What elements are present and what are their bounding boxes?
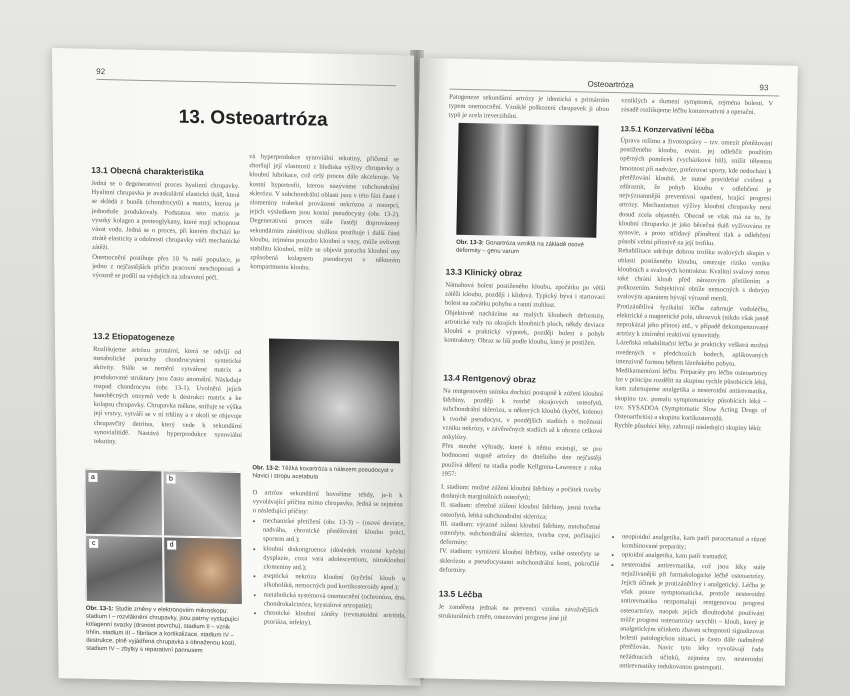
cause-item: • mechanické přetížení (obr. 13-3) – (osové deviace, nadváha, chronické přetěžování kloubu práci, sportem atd.); — [263, 516, 405, 547]
micrograph-panel-c — [85, 535, 164, 604]
right-page — [407, 58, 798, 686]
figure-13-2-caption — [252, 464, 402, 483]
figure-13-2-xray — [269, 339, 400, 464]
section-text-13-5: Je zaměřena jednak na prevenci vzniku závažnějších strukturálních změn, omezování progrese jiné již — [438, 603, 599, 623]
stage-item: II. stadium: zřetelné zúžení kloubní štěrbiny, jasná tvorba osteofytů, lehká subchondrální skleróza; — [440, 501, 601, 521]
kellgren-stages-list — [439, 483, 601, 586]
figure-13-3-caption-label: Obr. 13-3: — [456, 239, 484, 247]
chapter-title: 13. Osteoartróza — [178, 106, 328, 131]
stage-item: III. stadium: výrazné zúžení kloubní štěrbiny, mnohočetné osteofyty, subchondrální skleróza, tvorba cyst, počínající deformity; — [439, 520, 601, 547]
section-text-13-4: Na rentgenovém snímku dochází postupně k zúžení kloubní štěrbiny, později k tvorbě okrajových osteofytů, subchondrální sklerózu, u některých kloubů (kyčel, koleno) k tvorbě pseudocyst, v pozdějších stadiích s možností vzniku nekrózy, v závěrečných stadiích až k obrazu celkové ankylózy. Přes mnohé výhrady, které k němu existují, se pro hodnocení stupně artrózy do dnešního dne nejčastěji používá dělení na stadia podle Kellgrena-Lawrence z roku 1957: — [441, 387, 604, 478]
conservative-therapy-text: Úprava režimu a životosprávy – tzv. omezit přetěžování postiženého kloubu, event. jej odlehčit použitím opěrných pomůcek (vycházková hůl), snížit tělesnou hmotnost při nadváze, preferovat sporty, kde nedochází k přetěžování kloubů. Je nutné pravidelné cvičení a zdůraznit, že pohyb kloubu v odlehčení je nejvýznamnější preventivní opatření, hrající progresi artrózy. Mechanismus výživy kloubní chrupavky není dosud zcela objasněn. Obecně se však má za to, že kloubní chrupavka je jako běcečná tkáň vyživována ze synovie, a proto střídavý přimětení tlak a odlehčení působí velmi příznivě na její trofiku. Rehabilitace udržuje dobrou trofiku svalových skupin v oblasti postiženého kloubu, omezuje riziko vzniku kloubních a svalových kontraktur. Kvalitní svalový tonus také chrání kloub před nárazovým přetížením a poškozením. Subjektivní obtíže nemocných s dobrým svalovým aparátem bývají výrazně menší. Protizánětlivá fyzikální léčba zahrnuje vodoléčbu, elektrické a magnetické pole, ultrazvuk (nikdo však jasně neprokázal jeho přínos) atd., v případě dekompenzované artrózy k zmírnění reaktivní synovitidy. Lázeňská rehabilitační léčba je prakticky veškerá možná uvedených v předchozích bodech, aplikovaných intenzivně formou během lázeňského pobytu. Medikamentózní léčba. Preparáty pro léčbu osteoartrózy lze v principu rozdělit na skupinu rychle působících léků, kam zahrnujeme analgetika a nesteroidní antirevmatika, skupinu tzv. pomalu symptomaticky působících léků – tzv. SYSADOA (Symptomatic Slow Acting Drugs of Osteoarthritis) a skupinu kortikosteroidů. Rychle působící léky, zahrnují následující skupiny léků: — [614, 137, 773, 433]
panel-label-d: d — [167, 540, 176, 549]
column2-top-text: vzniklých a tlumení symptomů, zejména bolesti. V zásadě rozlišujeme léčbu konzervativní a operační. — [620, 97, 774, 117]
micrograph-panel-a — [84, 469, 163, 537]
figure-13-1-micrographs — [84, 469, 241, 604]
section-text-13-2: Rozlišujeme artrózu primární, která se odvíjí od metabolické poruchy chondrocytární syntetické aktivity. Stále se nemění vytvářené matrix a produkované struktury jsou často anomální. Následuje rozpad chondrocytu (obr. 13-1). Uvolnění jejich hanoběcných enzymů vede k destrukci matrix a ke kolapsu chrupavky. Chrupavka měkne, snižuje se výška její vrstvy, vytváří se v ní trhliny a v okolí se objevuje chrupavčitý detritus, který vede k sekundární synovialitidě. Nastává hyperprodukce synoviální tekutiny. — [93, 345, 243, 446]
drug-item: • neopioidní analgetika, kam patří paracetamol a různé kombinované preparáty; — [622, 532, 766, 553]
stage-item: IV. stadium: vymizení kloubní štěrbiny, velké osteofyty se sklerózou a pseudocystami subchondrální kosti, pokročilé deformity. — [439, 547, 600, 574]
figure-13-3-caption-text: Gonartróza vzniklá na základě osové deformity – genu varum — [455, 240, 584, 256]
section-heading-13-4: 13.4 Rentgenový obraz — [443, 372, 536, 385]
figure-13-2-caption-text: Těžká koxartróza s nálezem pseudocyst v hlavici i stropu acetabula — [252, 465, 394, 481]
figure-13-1-caption-text: Studie změny v elektronovém mikroskopu: stadium I – rozvláknění chrupavky, jsou patrny vystupující kolagenní svazky (drsnost povrchu), stadium II – vznik trhlin, stadium III – fibrilace a kortikalizace, stadium IV – destrukce, plně vyjádřená chrupavka s obnaženou kostí, stadium IV – zbytky s reparativní pannusem — [85, 606, 239, 655]
pathogenesis-text: Patogeneze sekundární artrózy je identická s primárním typem onemocnění. Vzniklé poškození chrupavek ji obou typů je zcela ireverzibilní. — [448, 93, 610, 121]
section-text-13-3: Námahová bolest postiženého kloubu, zpočátku po větší zátěži kloubu, později i klidová. Typický bývá i startovací bolest na začátku pohybu a ranní ztuhlost. Objektivně nacházíme na malých kloubech deformity, artrotické valy na okrajích kloubních ploch, někdy deviace kloubů a praktický výpotek, později bolest a pohyb kontraktury. Obraz se liší podle kloubu, který je postižen. — [444, 281, 606, 347]
column2-text: vá hyperprodukce synoviální tekutiny, přičemž se zhoršují její vlastnosti z hlediska výživy chrupavky a kloubní lubrikace, což celý proces dále akceleruje. Ve kostní hypertrofii, kterou nazýváme subchondrální sklerózu. V subchondrální oblasti jsou v této fázi časté i zlomeniny trabekul provázené nekrózou a resorpcí, jejich výsledkem jsou kostní pseudocysty (obr. 13-2). Degenerativní proces stále častěji doprovázený sekundárním zánětlivou složkou postihuje i další části kloubu, zejména pouzdro kloubní a vazy, může ovlivnit stabilitu kloubní, může se objevit porucha kloubní osy způsobená kolapsem pseudocyst v některém kompartmentu kloubu. — [249, 153, 401, 272]
drug-item: • nesteroidní antirevmatika, což jsou léky stále nejužívanější při farmakologické léčbě osteoartrózy. Jejich účinek je protizánětlivý i analgetický. Léčba je však pouze symptomatická, protože nesteroidní antirevmatika nezpomalují rentgenovou progresi osteoartrózy, naopak jejich dlouhodobé používání může progresi osteoartrózy urychlit – kloub, který je analgetickým účinkem zbaven schopnosti signalizovat bolestí patologickou situaci, je často dále nadměrně přetěžován. Navíc tyto léky vyvolávají řadu nežádoucích účinků, zejména tzv. nesteroidní antirevmatiky indukovanou gastropatii. — [619, 560, 765, 673]
drug-item: • opioidní analgetika, kam patří tramadol; — [622, 551, 766, 563]
section-text-13-1: Jedná se o degenerativní proces hyalinní chrupavky. Hyalinní chrupavka je avaskulární elastická tkáň, která se skládá z buněk (chondrocytů) a matrix, kterou je jednoduše produkovaly. Podstatou této matrix je vysoký kolagen a proteoglykany, které mají schopnost vázat vodu. Jedná se o proces, při kterém dochází ke ztrátě elasticity a odolnosti chrupavky vůči mechanické zátěži. Onemocnění postihuje přes 10 % naší populace, je jedno z nejčastějších příčin pracovní neschopnosti a výrazně se podílí na výdajích na zdravotní péči. — [91, 179, 241, 282]
figure-13-2-caption-label: Obr. 13-2: — [252, 465, 281, 472]
panel-label-c: c — [89, 539, 98, 548]
micrograph-panel-b — [162, 470, 241, 538]
running-head: Osteoartróza — [587, 79, 634, 90]
cause-item: • chronické kloubní záněty (revmatoidní artritida, psoriáza, infekty). — [264, 609, 406, 630]
cause-item: • aseptická nekróza kloubní (kyčelní kloub u alkoholiků, nemocných pod kortikosteroidy apod.); — [263, 572, 405, 593]
micrograph-panel-d — [163, 536, 242, 604]
left-page-number: 92 — [96, 66, 106, 77]
causes-list — [253, 516, 407, 679]
panel-label-a: a — [88, 473, 97, 482]
section-heading-13-2: 13.2 Etiopatogeneze — [92, 330, 175, 343]
section-heading-13-3: 13.3 Klinický obraz — [445, 266, 523, 279]
figure-13-1-caption-label: Obr. 13-1: — [85, 605, 114, 613]
cause-item: • metabolická systémová onemocnění (ochronóza, dna, chondrokalcinóza, krystalové artropatie); — [264, 590, 406, 611]
section-heading-13-1: 13.1 Obecná charakteristika — [91, 164, 204, 178]
section-heading-13-5: 13.5 Léčba — [438, 588, 483, 600]
figure-13-3-caption — [456, 239, 606, 258]
secondary-arthrosis-intro: O artróze sekundární hovoříme tehdy, je-li k vyvolávající příčina mimo chrupavku. Jedná se zejména o následující příčiny: — [252, 489, 403, 516]
figure-13-1-caption — [86, 605, 243, 678]
right-page-number: 93 — [759, 83, 769, 93]
section-heading-13-5-1: 13.5.1 Konzervativní léčba — [620, 124, 715, 136]
drug-groups-list — [609, 532, 766, 675]
left-page — [52, 48, 421, 686]
figure-13-3-xray — [456, 123, 598, 238]
left-header-rule — [96, 79, 396, 86]
stage-item: I. stadium: možné zúžení kloubní štěrbiny a počátek tvorby drobných marginálních osteofytů; — [440, 483, 602, 502]
cause-item: • kloubní diskongruence (důsledek vrozené kyčelní dysplazie, coxa vara adolescentium, nitrokloubní zlomeniny atd.); — [263, 544, 405, 575]
panel-label-b: b — [166, 474, 175, 483]
